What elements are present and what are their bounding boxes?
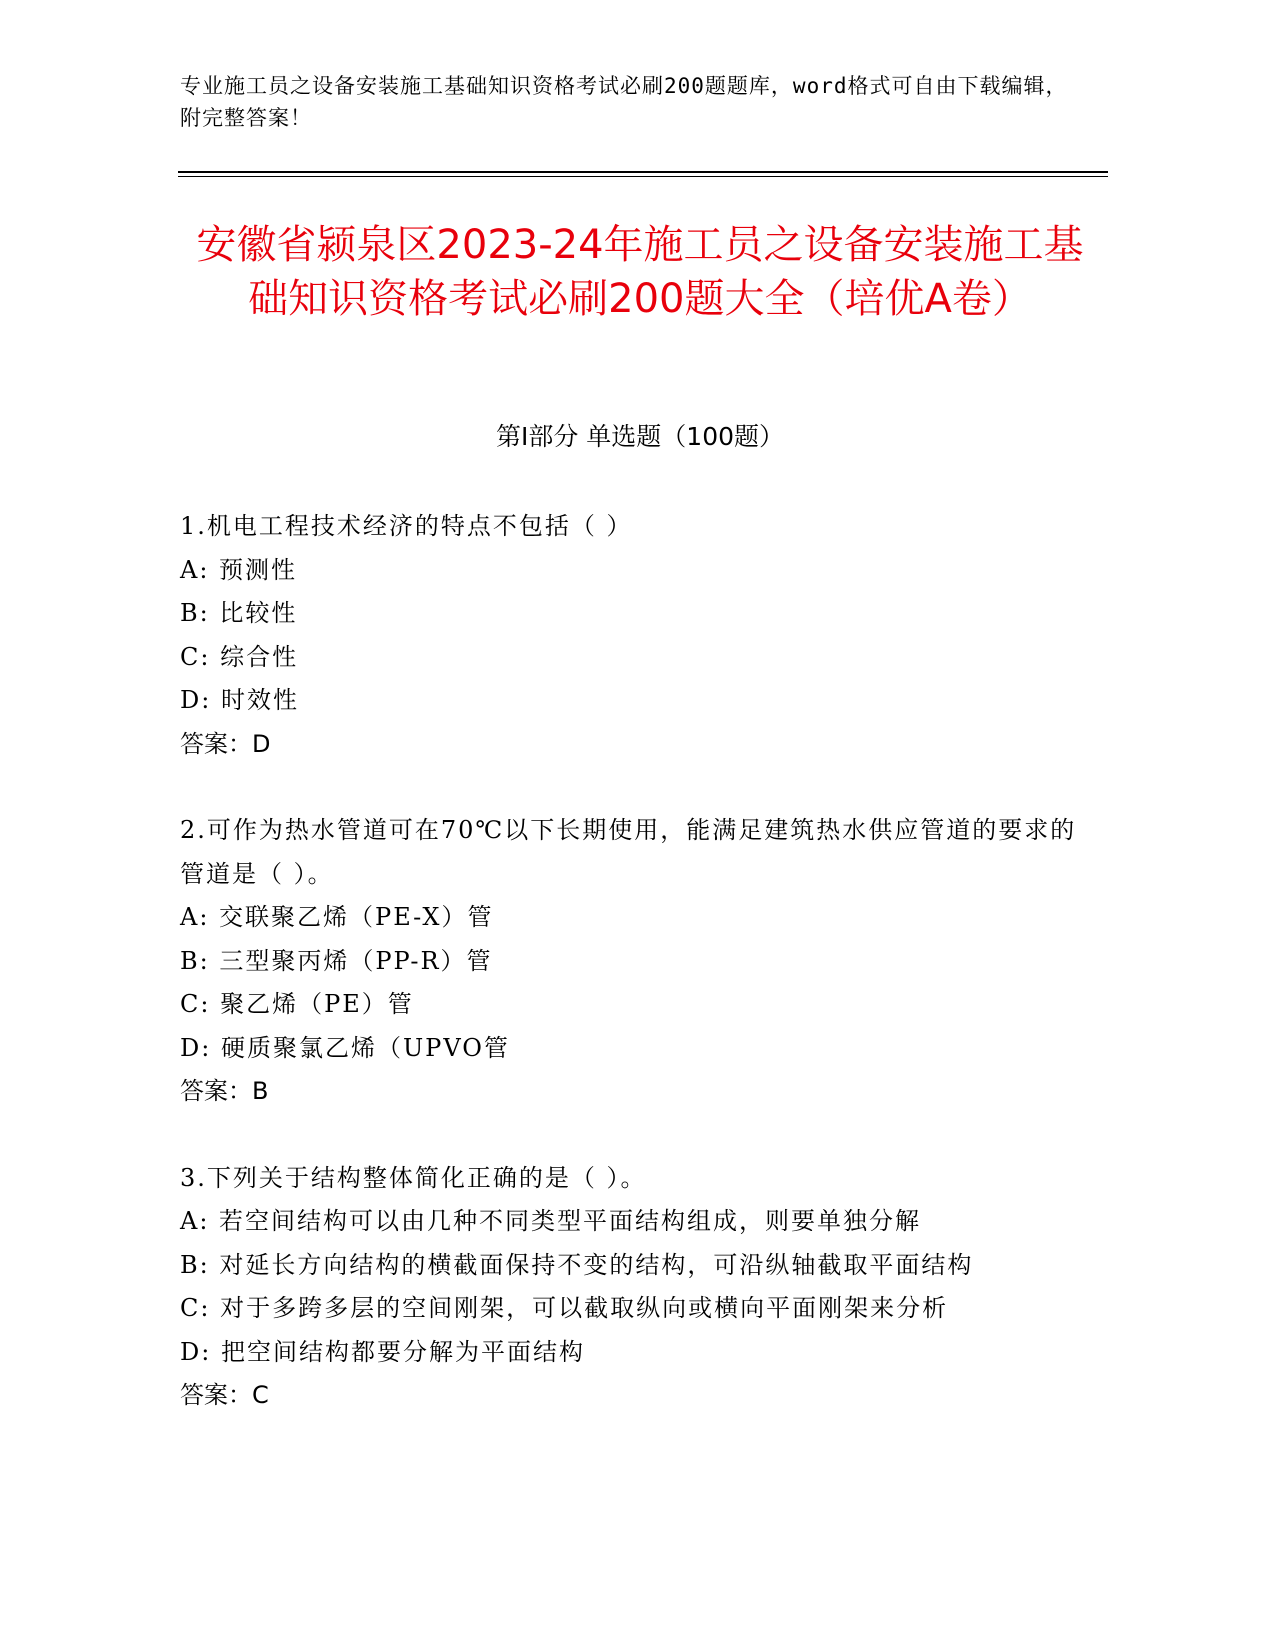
option-d: D: 把空间结构都要分解为平面结构	[180, 1337, 585, 1366]
option-b: B: 三型聚丙烯（PP-R）管	[180, 946, 493, 975]
header-divider-thin	[178, 176, 1108, 177]
answer: 答案：C	[180, 1381, 269, 1409]
question-1	[180, 505, 1080, 766]
option-c: C: 综合性	[180, 642, 299, 671]
question-2	[180, 809, 1080, 1114]
option-a: A: 预测性	[180, 555, 298, 584]
option-d: D: 硬质聚氯乙烯（UPVO管	[180, 1033, 510, 1062]
option-b: B: 比较性	[180, 599, 298, 627]
option-a: A: 若空间结构可以由几种不同类型平面结构组成，则要单独分解	[180, 1207, 922, 1235]
question-stem: 3.下列关于结构整体简化正确的是（ ）。	[180, 1163, 647, 1192]
answer: 答案：D	[180, 729, 271, 758]
option-a: A: 交联聚乙烯（PE-X）管	[180, 903, 494, 931]
question-stem: 1.机电工程技术经济的特点不包括（ ）	[180, 512, 633, 540]
answer: 答案：B	[180, 1077, 269, 1105]
option-c: C: 对于多跨多层的空间刚架，可以截取纵向或横向平面刚架来分析	[180, 1294, 949, 1322]
question-list	[180, 505, 1080, 1461]
document-title: 安徽省颍泉区2023-24年施工员之设备安装施工基础知识资格考试必刷200题大全（培优A卷）	[196, 222, 1084, 322]
header-note: 专业施工员之设备安装施工基础知识资格考试必刷200题题库，word格式可自由下载编辑，附完整答案！	[180, 74, 1068, 130]
question-stem: 2.可作为热水管道可在70℃以下长期使用，能满足建筑热水供应管道的要求的管道是（ ）。	[180, 816, 1077, 888]
section-title: 第I部分 单选题（100题）	[495, 422, 785, 451]
option-b: B: 对延长方向结构的横截面保持不变的结构，可沿纵轴截取平面结构	[180, 1250, 974, 1279]
option-c: C: 聚乙烯（PE）管	[180, 990, 414, 1018]
header-divider-thick	[178, 171, 1108, 173]
question-3	[180, 1157, 1080, 1418]
option-d: D: 时效性	[180, 686, 299, 714]
